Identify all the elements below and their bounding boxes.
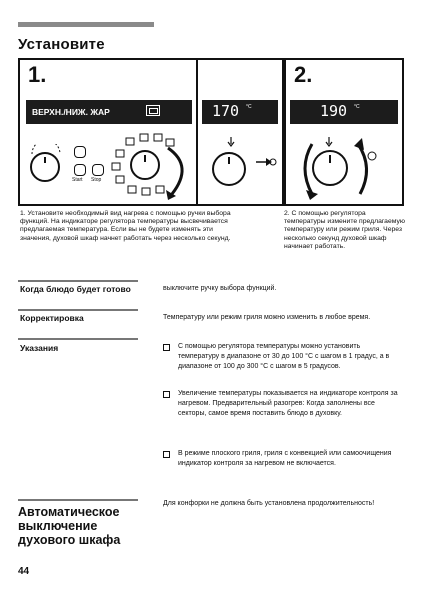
function-display xyxy=(26,100,192,124)
rotate-both-ways-icon xyxy=(294,138,394,200)
row-separator xyxy=(18,280,138,282)
knob-marker-icon xyxy=(32,154,58,180)
temperature-unit-2: °C xyxy=(354,104,360,110)
step1-number: 1. xyxy=(28,62,47,87)
start-button[interactable] xyxy=(74,164,86,176)
step1-panel xyxy=(18,58,198,206)
step1-caption: 1. Установите необходимый вид нагрева с помощью ручки выбора функций. На индикаторе регулятора температуры высвечивается предлагаемая температура. Если вы не будете изменять эти значения, духовой шкаф начнет работать через несколько секунд. xyxy=(20,210,231,242)
page-number: 44 xyxy=(18,566,30,577)
step2-number: 2. xyxy=(294,62,313,87)
oven-icon xyxy=(146,105,160,116)
section-separator xyxy=(18,499,138,501)
row-text-adjust: Температуру или режим гриля можно изменить в любое время. xyxy=(163,314,371,321)
temperature-display xyxy=(202,100,278,124)
note-bullet-icon xyxy=(163,451,170,458)
row-text-finish: выключите ручку выбора функций. xyxy=(163,285,277,292)
temperature-unit: °C xyxy=(246,104,252,110)
auto-off-title-line: духового шкафа xyxy=(18,533,121,547)
row-label-adjust: Корректировка xyxy=(20,313,84,323)
auto-off-text: Для конфорки не должна быть установлена продолжительность! xyxy=(163,500,375,507)
step2-caption: 2. С помощью регулятора температуры измените предлагаемую температуру или режим гриля. Через несколько секунд духовой шкаф начинает работать. xyxy=(284,210,405,250)
function-display-text: ВЕРХН./НИЖ. ЖАР xyxy=(32,107,110,117)
row-separator xyxy=(18,309,138,311)
temperature-knob[interactable] xyxy=(212,152,246,186)
header-rule xyxy=(18,22,154,27)
start-label: Start xyxy=(72,177,83,183)
knob-scale-icon xyxy=(28,144,64,156)
note-item: В режиме плоского гриля, гриля с конвекцией или самоочищения индикатор контроля за нагревом не включается. xyxy=(178,450,392,467)
note-item: Увеличение температуры показывается на индикаторе контроля за нагревом. Предварительный разогрев: Когда заполнены все секторы, самое время поставить блюдо в духовку. xyxy=(178,390,398,417)
step2-panel xyxy=(284,58,404,206)
note-bullet-icon xyxy=(163,391,170,398)
row-label-notes: Указания xyxy=(20,343,59,353)
push-arrow-icon xyxy=(254,154,278,170)
function-selector-knob[interactable] xyxy=(130,150,160,180)
auto-off-title-line: выключение xyxy=(18,519,98,533)
note-bullet-icon xyxy=(163,344,170,351)
heat-indicator-icon xyxy=(226,136,236,148)
rotate-arrow-icon xyxy=(160,144,196,200)
auto-off-title xyxy=(18,505,158,547)
temperature-display-2 xyxy=(290,100,398,124)
temperature-panel xyxy=(198,58,284,206)
hob-button[interactable] xyxy=(74,146,86,158)
temperature-value: 170 xyxy=(212,102,240,120)
knob-marker-icon xyxy=(214,154,244,184)
auto-off-title-line: Автоматическое xyxy=(18,505,120,519)
knob-marker-icon xyxy=(132,152,158,178)
temperature-value-2: 190 xyxy=(320,102,348,120)
left-knob[interactable] xyxy=(30,152,60,182)
stop-button[interactable] xyxy=(92,164,104,176)
row-label-finish: Когда блюдо будет готово xyxy=(20,284,131,294)
stop-label: Stop xyxy=(91,177,102,183)
row-separator xyxy=(18,338,138,340)
note-item: С помощью регулятора температуры можно установить температуру в диапазоне от 30 до 100 °С с шагом в 1 градус, а в диапазоне от 100 до 300 °С с шагом в 5 градусов. xyxy=(178,343,390,370)
page-title: Установите xyxy=(18,36,105,53)
